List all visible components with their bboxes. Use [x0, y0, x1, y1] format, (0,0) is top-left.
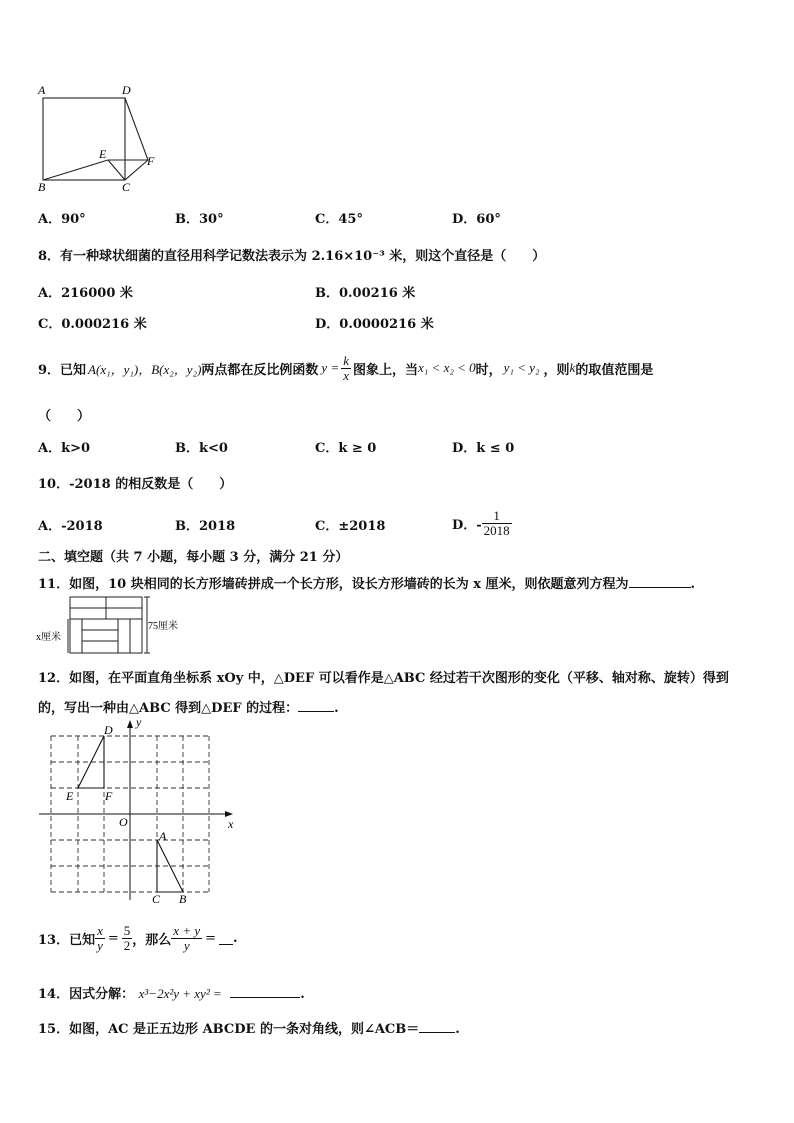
q10-option-c[interactable]: C．±2018 [315, 519, 386, 534]
q15-end: . [455, 1022, 460, 1037]
q11-text: 11．如图，10 块相同的长方形墙砖拼成一个长方形，设长方形墙砖的长为 x 厘米，则依题意列方程为 [38, 577, 629, 592]
q13-f1-num: x [97, 922, 103, 938]
q13-f1-den: y [97, 937, 103, 953]
q8-stem: 8．有一种球状细菌的直径用科学记数法表示为 2.16×10⁻³ 米，则这个直径是（ ） [38, 249, 546, 264]
q10-option-b[interactable]: B．2018 [175, 519, 236, 534]
q9-option-b[interactable]: B．k<0 [175, 441, 228, 456]
q9-mid: 两点都在反比例函数 [201, 362, 319, 378]
q15-text: 15．如图，AC 是正五边形 ABCDE 的一条对角线，则∠ACB＝ [38, 1022, 420, 1037]
q14-prefix: 14．因式分解： [38, 987, 135, 1002]
y-axis-arrow [127, 720, 133, 728]
q12-line2-text: 的，写出一种由△ABC 得到△DEF 的过程： [38, 701, 299, 716]
q14-stem [38, 983, 305, 1002]
q12-label-y: y [136, 716, 142, 729]
q13-fraction-3 [171, 924, 202, 953]
q11-end: . [690, 577, 696, 592]
q12-label-a: A [159, 829, 167, 843]
q11-answer-blank[interactable] [629, 575, 691, 588]
q12-end: . [334, 701, 339, 716]
q9-func-num: k [343, 352, 349, 368]
q10-option-d[interactable] [452, 503, 512, 543]
q13-eq2: = [205, 930, 217, 946]
q9-option-a[interactable]: A．k>0 [38, 441, 91, 456]
q8-option-b[interactable]: B．0.00216 米 [315, 286, 416, 301]
q13-stem [38, 918, 238, 958]
q12-answer-blank[interactable] [298, 699, 334, 712]
q7-option-c[interactable]: C．45° [315, 212, 363, 227]
label-b: B [38, 180, 46, 194]
q9-func-y: y = [321, 360, 340, 375]
q12-line1: 12．如图，在平面直角坐标系 xOy 中，△DEF 可以看作是△ABC 经过若干次图形的变化（平移、轴对称、旋转）得到 [38, 671, 729, 686]
q9-option-c[interactable]: C．k ≥ 0 [315, 441, 377, 456]
q13-answer-blank[interactable] [219, 932, 233, 945]
q10-option-d-num: 1 [482, 509, 512, 524]
q9-cond1: x₁ < x₂ < 0 [418, 360, 476, 375]
label-c: C [122, 180, 131, 194]
q7-option-b[interactable]: B．30° [175, 212, 224, 227]
q11-figure [35, 593, 195, 658]
q9-k: k [569, 360, 576, 375]
q10-stem: 10．-2018 的相反数是（ ） [38, 477, 233, 492]
q15-stem [38, 1018, 460, 1037]
q10-option-d-fraction [482, 509, 512, 538]
q9-cond-mid: 时， [475, 362, 502, 378]
q12-label-e: E [66, 789, 74, 803]
q13-mid: ，那么 [132, 932, 172, 948]
q11-fig-left-label: x厘米 [36, 632, 61, 643]
q7-option-a[interactable]: A．90° [38, 212, 86, 227]
q14-expression: x³−2x²y + xy² = [138, 986, 222, 1001]
q13-f2-den: 2 [123, 937, 131, 953]
q10-option-d-prefix: D．- [452, 517, 482, 533]
q9-stem [38, 348, 653, 388]
q13-f2-num: 5 [123, 922, 131, 938]
q7-option-d[interactable]: D．60° [452, 212, 501, 227]
q11-stem [38, 573, 695, 592]
q12-label-d: D [104, 723, 113, 737]
q13-eq1: = [107, 930, 119, 946]
q9-tail2: 的取值范围是 [575, 362, 654, 378]
q10-option-a[interactable]: A．-2018 [38, 519, 103, 534]
q13-f3-num: x + y [173, 922, 201, 938]
q9-prefix: 9．已知 [38, 362, 87, 378]
q15-answer-blank[interactable] [419, 1020, 455, 1033]
segment-be [43, 160, 108, 180]
q12-label-f: F [105, 789, 113, 803]
label-e: E [99, 147, 107, 161]
q13-f3-den: y [183, 937, 190, 953]
q9-points: A(x₁，y₁)，B(x₂，y₂) [88, 361, 202, 377]
q9-option-d[interactable]: D．k ≤ 0 [452, 441, 515, 456]
q12-label-o: O [119, 815, 128, 829]
q9-cond-prefix: 图象上，当 [353, 362, 419, 378]
q8-option-a[interactable]: A．216000 米 [38, 286, 133, 301]
q11-fig-right-label: 75厘米 [148, 621, 178, 632]
q9-func-fraction [341, 354, 351, 383]
q10-option-d-den: 2018 [483, 522, 510, 538]
q14-end: . [300, 987, 305, 1002]
q13-fraction-2 [122, 924, 133, 953]
q8-option-d[interactable]: D．0.0000216 米 [315, 317, 434, 332]
segment-dfc [125, 98, 148, 180]
label-a: A [38, 83, 46, 97]
q9-paren: （ ） [38, 409, 91, 424]
q13-end: . [233, 930, 238, 946]
q12-label-b: B [179, 892, 187, 906]
q9-tail: ，则 [543, 362, 570, 378]
section-title: 二、填空题（共 7 小题，每小题 3 分，满分 21 分） [38, 550, 349, 565]
q7-figure [30, 80, 170, 195]
q12-figure [35, 716, 245, 908]
q12-label-c: C [152, 892, 161, 906]
q13-fraction-1 [95, 924, 105, 953]
q13-prefix: 13．已知 [38, 932, 96, 948]
label-f: F [147, 154, 155, 168]
segment-ec [108, 160, 125, 180]
q14-answer-blank[interactable] [230, 985, 300, 998]
q9-cond2: y₁ < y₂ [503, 360, 540, 375]
q8-option-c[interactable]: C．0.000216 米 [38, 317, 147, 332]
label-d: D [122, 83, 131, 97]
q12-label-x: x [228, 817, 234, 831]
q12-line2 [38, 697, 339, 716]
q9-func-den: x [343, 367, 349, 383]
